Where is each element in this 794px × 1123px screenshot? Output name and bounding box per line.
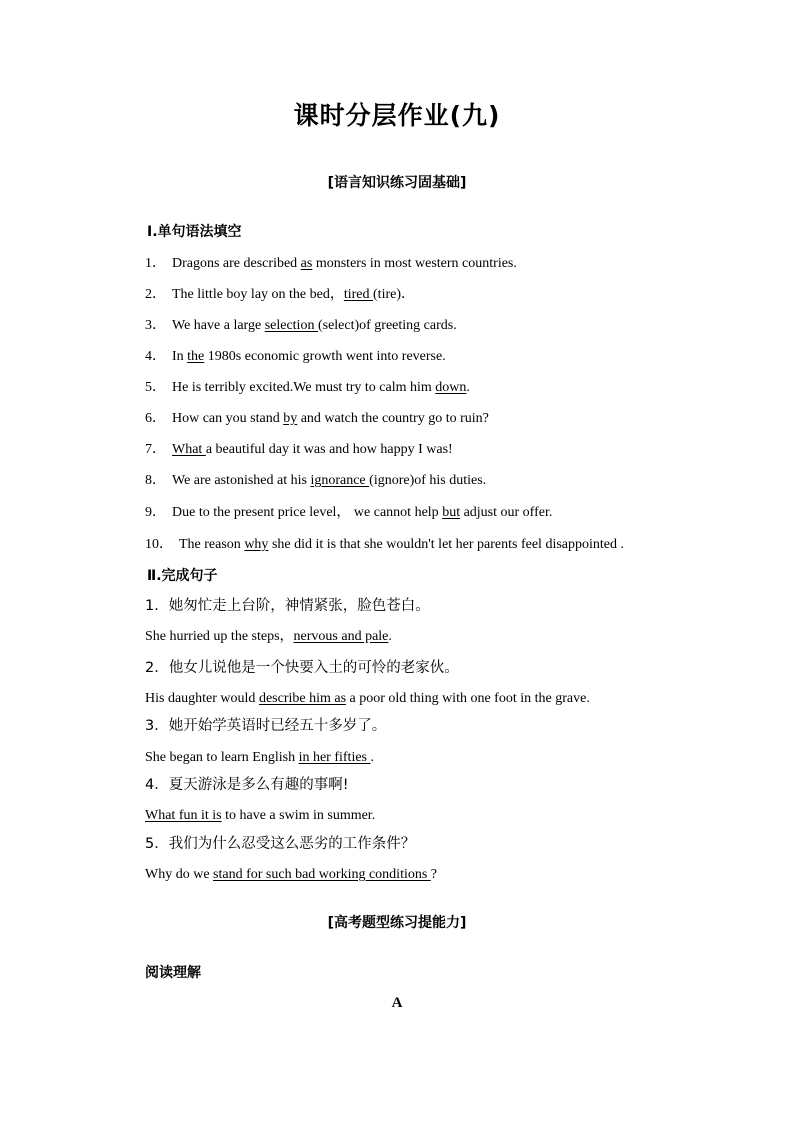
section-heading-basics: [语言知识练习固基础]	[327, 175, 467, 191]
answer-blank: as	[300, 256, 313, 271]
reading-heading: 阅读理解	[145, 965, 201, 981]
completion-item: His daughter would describe him as a poor old thing with one foot in the grave.	[145, 691, 590, 706]
completion-item: Why do we stand for such bad working conditions ?	[145, 867, 438, 882]
chinese-prompt: 3．她开始学英语时已经五十多岁了。	[145, 718, 387, 734]
answer-blank: but	[442, 505, 461, 520]
completion-item: What fun it is to have a swim in summer.	[145, 808, 376, 823]
grammar-item: 1． Dragons are described as monsters in most western countries.	[145, 256, 517, 271]
answer-blank: What fun it is	[145, 808, 222, 823]
chinese-prompt: 1．她匆忙走上台阶，神情紧张，脸色苍白。	[145, 598, 430, 614]
section-heading-exam: [高考题型练习提能力]	[327, 915, 467, 931]
answer-blank: tired	[343, 287, 374, 302]
answer-blank: nervous and pale	[293, 629, 389, 644]
grammar-item: 2． The little boy lay on the bed，tired (tire)．	[145, 287, 415, 302]
chinese-prompt: 4．夏天游泳是多么有趣的事啊!	[145, 777, 349, 793]
answer-blank: why	[244, 537, 269, 552]
part2-heading: Ⅱ.完成句子	[147, 568, 218, 584]
answer-blank: by	[283, 411, 298, 426]
passage-letter: A	[391, 995, 403, 1011]
grammar-item: 10． The reason why she did it is that she wouldn't let her parents feel disappointed .	[145, 537, 624, 552]
completion-item: She began to learn English in her fifties .	[145, 750, 374, 765]
part1-heading: Ⅰ.单句语法填空	[147, 224, 242, 240]
grammar-item: 8． We are astonished at his ignorance (ignore)of his duties.	[145, 473, 487, 488]
grammar-item: 9． Due to the present price level， we cannot help but adjust our offer.	[145, 505, 553, 520]
answer-blank: down	[435, 380, 467, 395]
grammar-item: 5． He is terribly excited.We must try to calm him down.	[145, 380, 470, 395]
grammar-item: 7． What a beautiful day it was and how happy I was!	[145, 442, 453, 457]
grammar-item: 6． How can you stand by and watch the country go to ruin?	[145, 411, 489, 426]
answer-blank: selection	[264, 318, 318, 333]
answer-blank: stand for such bad working conditions	[213, 867, 431, 882]
completion-item: She hurried up the steps，nervous and pale.	[145, 629, 392, 644]
grammar-item: 3． We have a large selection (select)of greeting cards.	[145, 318, 457, 333]
answer-blank: ignorance	[310, 473, 370, 488]
answer-blank: the	[187, 349, 205, 364]
answer-blank: What	[172, 442, 206, 457]
answer-blank: in her fifties	[298, 750, 371, 765]
chinese-prompt: 5．我们为什么忍受这么恶劣的工作条件？	[145, 836, 416, 852]
grammar-item: 4． In the 1980s economic growth went into reverse.	[145, 349, 446, 364]
chinese-prompt: 2．他女儿说他是一个快要入土的可怜的老家伙。	[145, 660, 459, 676]
answer-blank: describe him as	[258, 691, 347, 706]
page-title: 课时分层作业(九)	[293, 101, 501, 130]
